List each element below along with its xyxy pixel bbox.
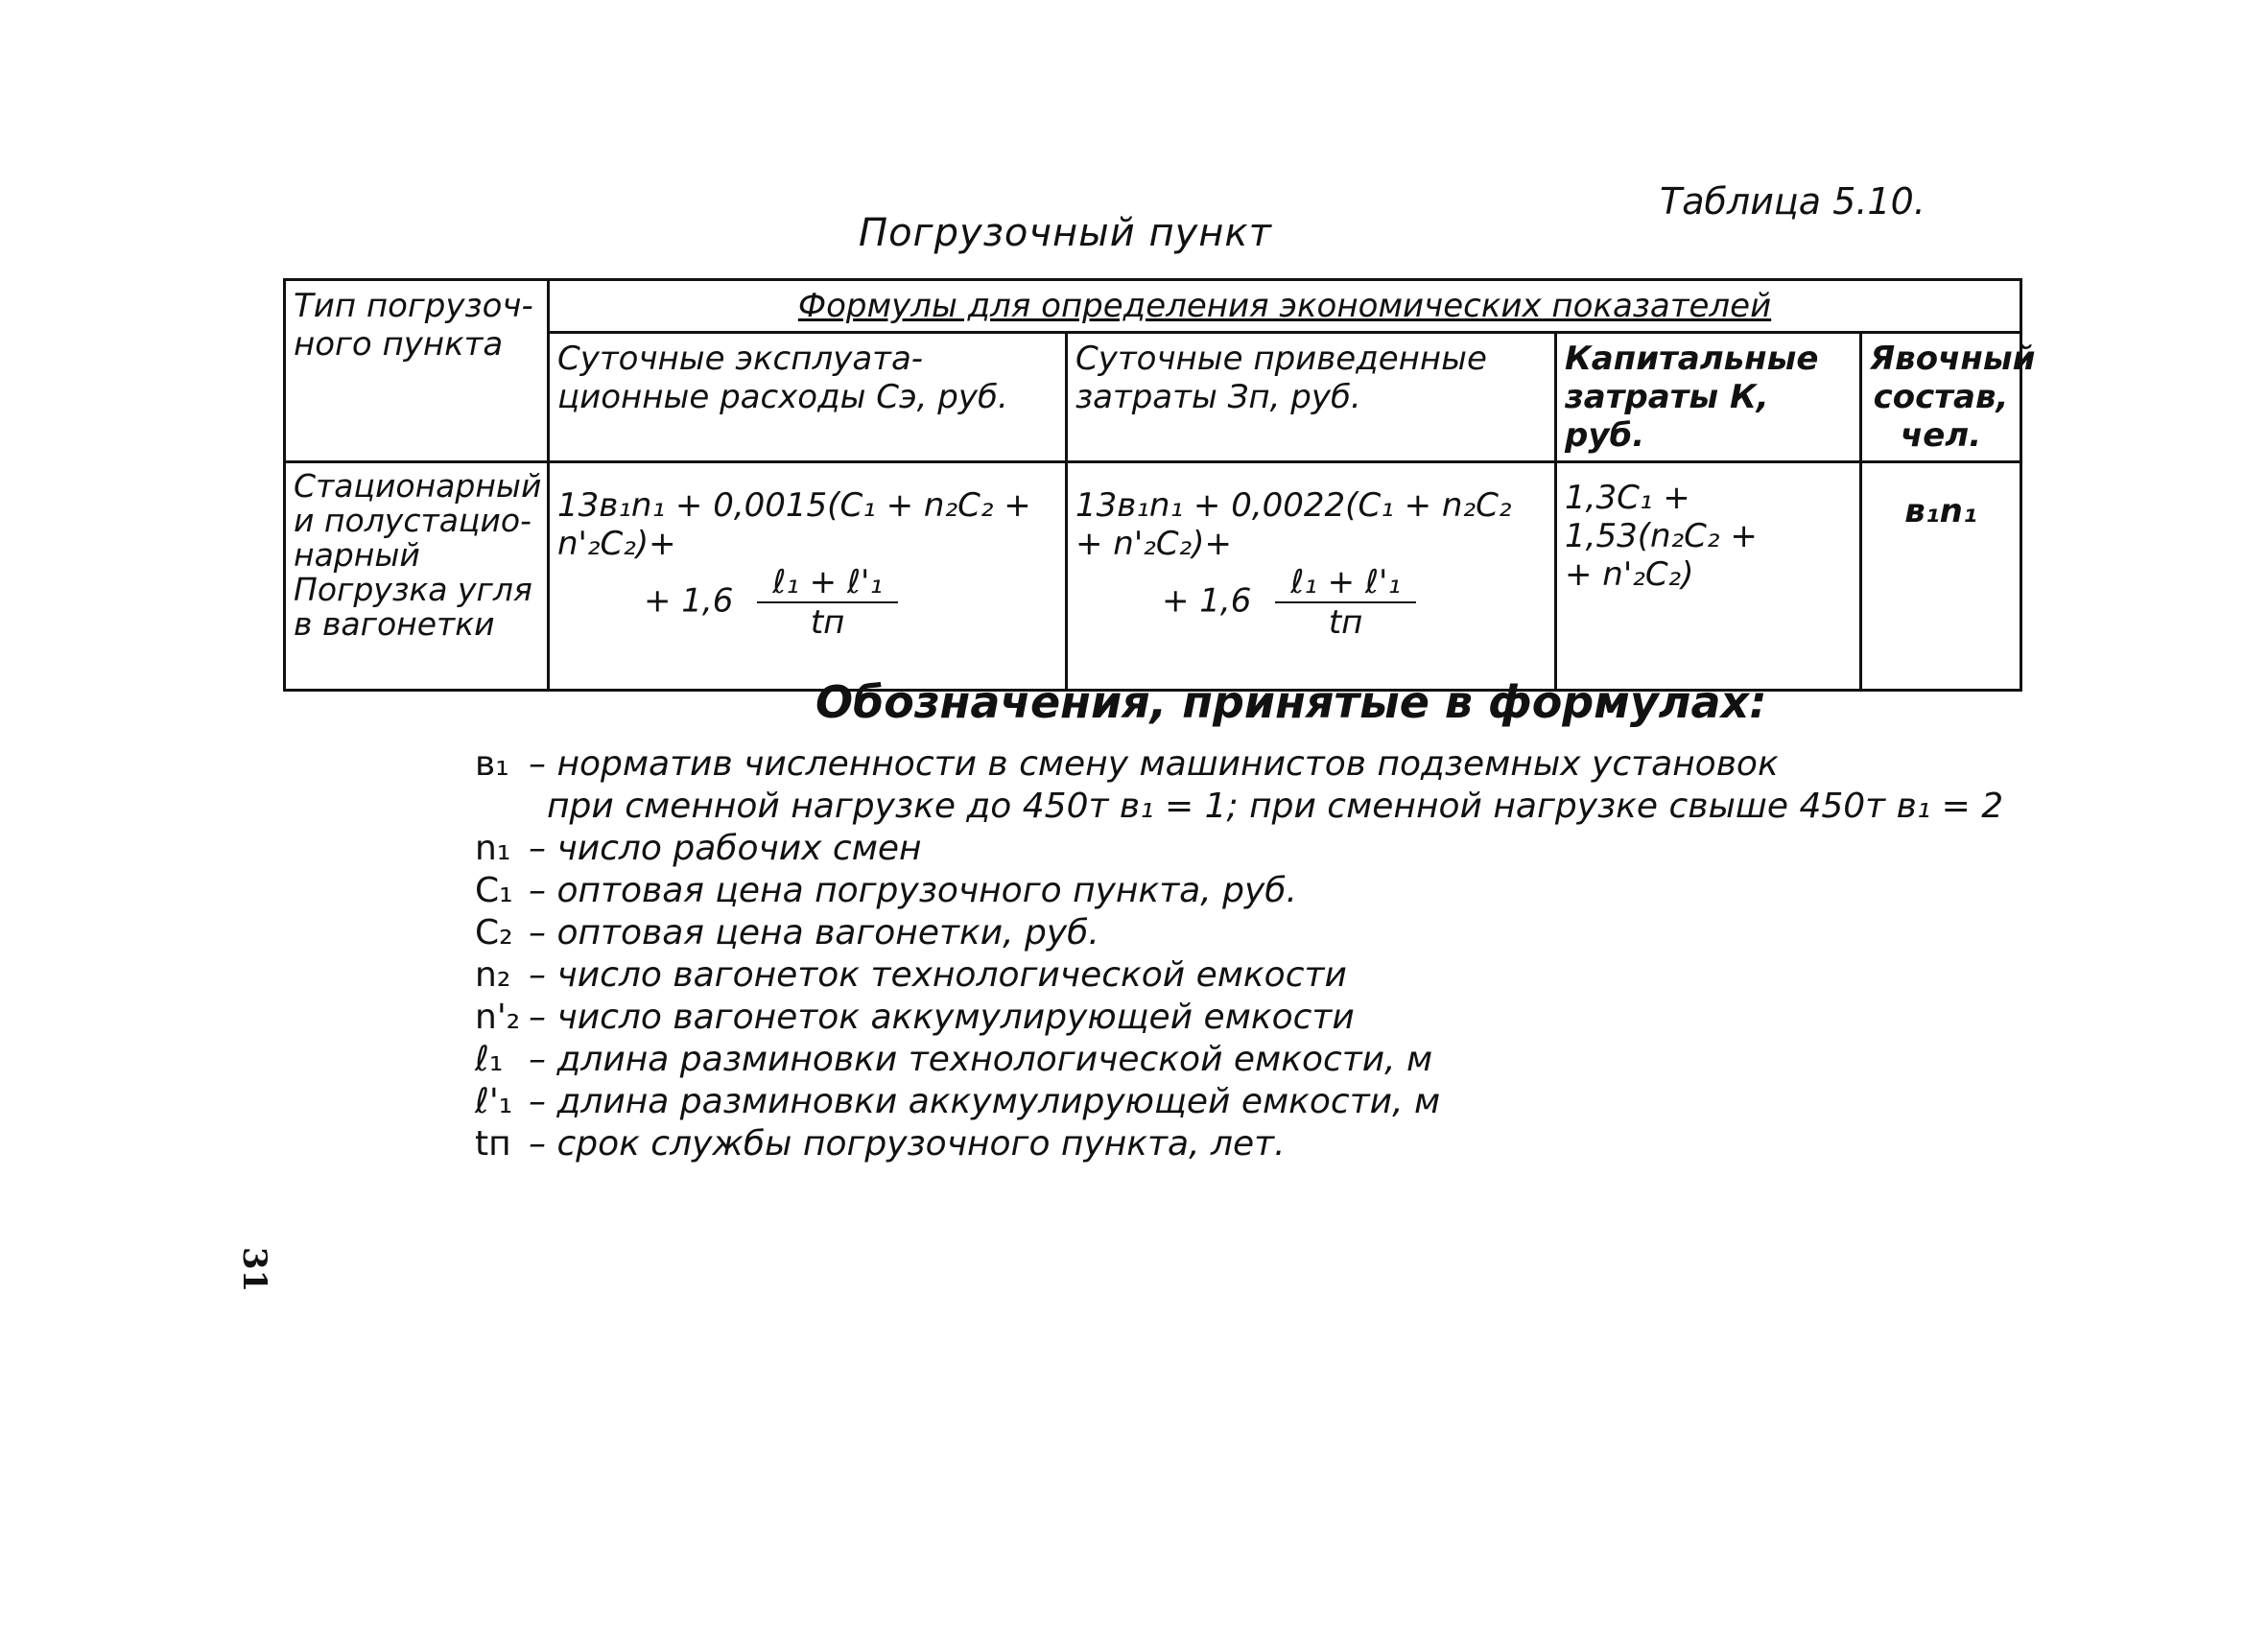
legend-symbol: в₁ bbox=[475, 744, 509, 784]
legend-text: – длина разминовки аккумулирующей емкости, м bbox=[529, 1082, 1441, 1121]
legend-text: – оптовая цена погрузочного пункта, руб. bbox=[529, 871, 1297, 910]
header-type-cell bbox=[285, 280, 549, 462]
legend-text: – число рабочих смен bbox=[529, 829, 922, 868]
row-type-cell bbox=[285, 462, 549, 691]
legend-symbol: ℓ'₁ bbox=[475, 1082, 513, 1121]
formula-coefficient: + 1,6 bbox=[1162, 581, 1252, 621]
legend-item bbox=[475, 1123, 2029, 1165]
header-reduced-costs bbox=[1067, 333, 1556, 462]
legend-text: при сменной нагрузке до 450т в₁ = 1; при сменной нагрузке свыше 450т в₁ = 2 bbox=[547, 787, 2004, 826]
legend-text: – срок службы погрузочного пункта, лет. bbox=[529, 1124, 1286, 1164]
header-operating-text: Суточные эксплуата-ционные расходы Сэ, руб. bbox=[557, 340, 1008, 416]
header-formulas-text: Формулы для определения экономических показателей bbox=[797, 287, 1772, 325]
fraction-denominator: tп bbox=[1328, 603, 1363, 642]
legend-symbol: ℓ₁ bbox=[475, 1040, 504, 1079]
formula-coefficient: + 1,6 bbox=[644, 581, 734, 621]
formula-line: 13в₁n₁ + 0,0015(С₁ + n₂С₂ + n'₂С₂)+ bbox=[557, 486, 1031, 563]
page-number: 31 bbox=[235, 1247, 273, 1293]
row-type-line: Погрузка угля bbox=[294, 571, 532, 608]
legend-text: – длина разминовки технологической емкости, м bbox=[529, 1040, 1433, 1079]
legend-text: – норматив численности в смену машинистов подземных установок bbox=[529, 744, 1779, 784]
legend-item bbox=[475, 912, 2029, 954]
legend-item bbox=[475, 1081, 2029, 1123]
legend-title: Обозначения, принятые в формулах: bbox=[815, 676, 1767, 728]
fraction-numerator: ℓ₁ + ℓ'₁ bbox=[757, 563, 898, 603]
header-capital-costs bbox=[1556, 333, 1861, 462]
formula-line-fraction bbox=[1075, 563, 1547, 642]
row-type-line: и полустацио- bbox=[294, 502, 532, 539]
legend-item bbox=[475, 954, 2029, 997]
legend-symbol: n₂ bbox=[475, 955, 511, 995]
legend-text: – число вагонеток аккумулирующей емкости bbox=[529, 998, 1355, 1037]
formulas-table bbox=[283, 278, 2036, 692]
legend-symbol: n'₂ bbox=[475, 998, 521, 1037]
legend-item bbox=[475, 828, 2029, 870]
legend-item bbox=[475, 1039, 2029, 1081]
table-number-label: Таблица 5.10. bbox=[1660, 180, 1925, 223]
staff-formula-text: в₁n₁ bbox=[1904, 492, 1977, 530]
legend-item-continuation bbox=[475, 786, 2029, 828]
legend-list bbox=[475, 743, 2029, 1165]
row-type-line: нарный bbox=[294, 536, 420, 574]
legend-item bbox=[475, 743, 2029, 786]
legend-symbol: С₂ bbox=[475, 913, 513, 952]
header-type-text: Тип погрузоч-ного пункта bbox=[294, 287, 533, 364]
page-title: Погрузочный пункт bbox=[859, 211, 1272, 255]
formula-line: 1,3С₁ + 1,53(n₂С₂ + bbox=[1565, 479, 1758, 555]
operating-costs-formula bbox=[549, 462, 1067, 691]
staff-formula bbox=[1861, 462, 2021, 691]
formula-line: + n'₂С₂) bbox=[1565, 555, 1694, 594]
formula-line-fraction bbox=[557, 563, 1057, 642]
header-staff bbox=[1861, 333, 2036, 462]
fraction bbox=[757, 563, 898, 642]
header-operating-costs bbox=[549, 333, 1067, 462]
reduced-costs-formula bbox=[1067, 462, 1556, 691]
header-formulas-cell bbox=[549, 280, 2021, 333]
legend-symbol: n₁ bbox=[475, 829, 511, 868]
capital-costs-formula bbox=[1556, 462, 1861, 691]
row-type-line: в вагонетки bbox=[294, 605, 495, 643]
legend-item bbox=[475, 997, 2029, 1039]
legend-symbol: С₁ bbox=[475, 871, 513, 910]
table-row bbox=[285, 462, 2021, 691]
fraction-numerator: ℓ₁ + ℓ'₁ bbox=[1275, 563, 1416, 603]
formula-line: 13в₁n₁ + 0,0022(С₁ + n₂С₂ + n'₂С₂)+ bbox=[1075, 486, 1512, 563]
header-staff-text: Явочный состав, чел. bbox=[1870, 340, 2036, 455]
legend-text: – число вагонеток технологической емкости bbox=[529, 955, 1347, 995]
legend-symbol: tп bbox=[475, 1124, 511, 1164]
header-reduced-text: Суточные приведенные затраты Зп, руб. bbox=[1075, 340, 1487, 416]
legend-text: – оптовая цена вагонетки, руб. bbox=[529, 913, 1099, 952]
legend-item bbox=[475, 870, 2029, 912]
fraction-denominator: tп bbox=[810, 603, 845, 642]
fraction bbox=[1275, 563, 1416, 642]
table-header-row bbox=[285, 280, 2021, 333]
header-capital-text: Капитальные затраты К, руб. bbox=[1565, 340, 1819, 455]
row-type-line: Стационарный bbox=[294, 467, 542, 505]
